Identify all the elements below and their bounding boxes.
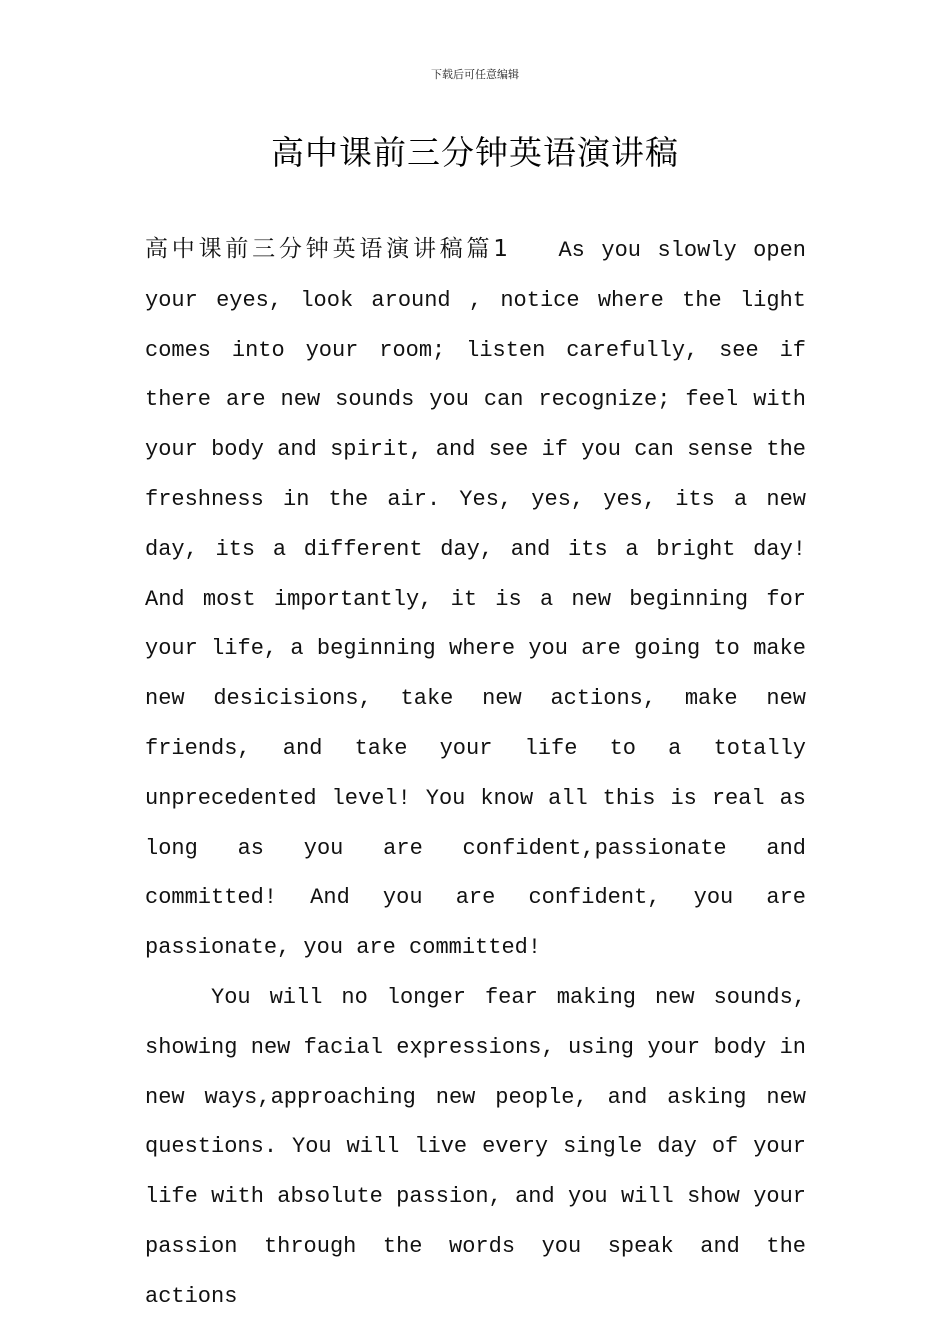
document-body [145,225,806,1322]
paragraph-1 [145,225,806,973]
paragraph-1-text: As you slowly open your eyes, look around , notice where the light comes into your room; listen carefully, see if there are new sounds you can recognize; feel with your body and spirit, and see if you can sense the freshness in the air. Yes, yes, yes, its a new day, its a different day, and its a bright day! And most importantly, it is a new beginning for your life, a beginning where you are going to make new desicisions, take new actions, make new friends, and take your life to a totally unprecedented level! You know all this is real as long as you are confident,passionate and committed! And you are confident, you are passionate, you are committed! [145,238,806,961]
header-note: 下载后可任意编辑 [431,68,519,81]
paragraph-2: You will no longer fear making new sounds, showing new facial expressions, using your body in new ways,approaching new people, and asking new questions. You will live every single day of your life with absolute passion, and you will show your passion through the words you speak and the actions [145,984,806,1309]
document-title: 高中课前三分钟英语演讲稿 [271,133,679,172]
section-heading: 高中课前三分钟英语演讲稿篇1 [145,236,509,262]
